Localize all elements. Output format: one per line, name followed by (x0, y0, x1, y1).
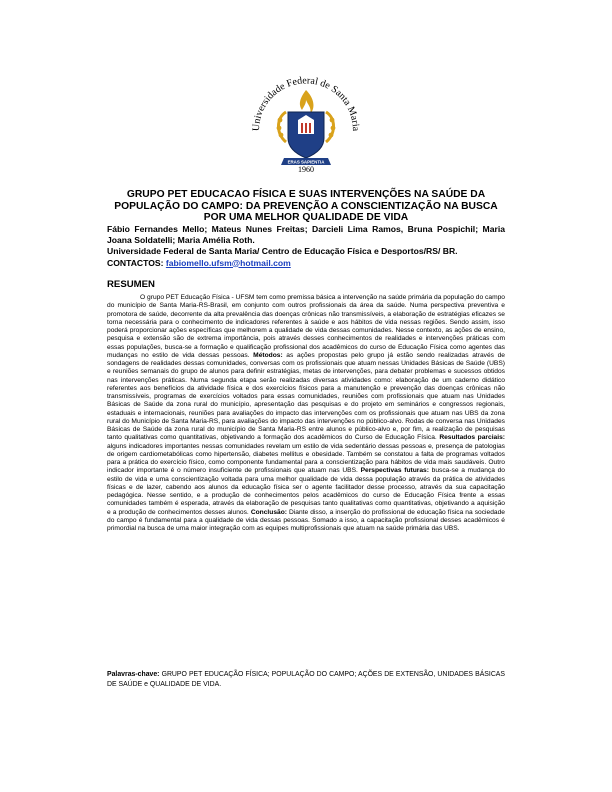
contact-email-link[interactable]: fabiomello.ufsm@hotmail.com (165, 257, 291, 268)
abstract-intro: O grupo PET Educação Física - UFSM tem como premissa básica a intervenção na saúde primária da população do campo do município de Santa Maria-RS-Brasil, em conjunto com outros profissionais da área da saúde. Numa perspectiva preventiva e promotora de saúde, decorrente da alta prevalência das doenças crônicas não transmissíveis, a elaboração de estratégias eficazes se torna necessária para o conhecimento de indicadores referentes à saúde e aos hábitos de vida nessas regiões. Sendo assim, isso poderá proporcionar ações específicas que melhorem a qualidade de vida dessas comunidades. Nesse contexto, as ações de ensino, pesquisa e extensão são de extrema importância, pois através desses conhecimentos de realidades e intervenções práticas com essas populações, busca-se a formação e qualificação profissional dos acadêmicos do curso de Educação Física como agentes das mudanças no estilo de vida dessas pessoas. (107, 294, 505, 359)
keywords-block (107, 670, 505, 690)
keywords-label: Palavras-chave: (107, 671, 160, 678)
contacts-line (107, 258, 505, 269)
contacts-label: CONTACTOS: (107, 257, 166, 268)
seal-ribbon-text: ERAS SAPIENTIA (287, 159, 325, 165)
abstract-body (107, 294, 505, 533)
perspectivas-label: Perspectivas futuras: (360, 467, 429, 475)
perspectivas-text: busca-se a mudança do estilo de vida e uma conscientização voltada para uma melhor qualidade de vida dessa população através da prática de atividades físicas e de lazer, cabendo aos alunos da educação física ser o agente facilitador desse processo, através da sua capacitação pedagógica. Nesse sentido, e a produção de conhecimentos pelos acadêmicos do curso de Educação Física frente a essas comunidades também é esperada, através da elaboração de pesquisas tanto qualitativas como quantitativas, objetivando a aquisição e a produção de conhecimentos desses alunos. (107, 467, 505, 516)
affiliation: Universidade Federal de Santa Maria/ Centro de Educação Física e Desportos/RS/ BR. (107, 246, 458, 257)
keywords-text: GRUPO PET EDUCAÇÃO FÍSICA; POPULAÇÃO DO CAMPO; AÇÕES DE EXTENSÃO, UNIDADES BÁSICAS DE SAÚDE e QUALIDADE DE VIDA. (107, 671, 505, 688)
conclusao-label: Conclusão: (250, 508, 287, 516)
conclusao-text: Diante disso, a inserção do profissional de educação física na sociedade do campo é fundamental para a qualidade de vida dessas pessoas. Somado a isso, a capacitação profissional desses acadêmicos é primordial na busca de uma maior integração com as equipes multiprofissionais que atuam na saúde primária das UBS. (107, 508, 505, 532)
seal-year: 1960 (298, 165, 314, 174)
abstract-paragraph (107, 294, 505, 533)
torch-flame-icon (300, 90, 314, 114)
seal-ring-text: Universidade Federal de Santa Maria (250, 75, 362, 132)
metodos-label: Métodos: (253, 351, 283, 359)
metodos-text: as ações propostas pelo grupo já estão sendo realizadas através de sondagens de realidades dessas comunidades, conversas com os profissionais que atuam nessas Unidades Básicas de Saúde (UBS) e reuniões semanais do grupo de alunos para definir estratégias, metas de intervenções, para debater problemas e sucessos obtidos nas intervenções práticas. Numa segunda etapa serão realizadas diversas atividades como: elaboração de um caderno didático referentes aos benefícios da atividade física e dos exercícios físicos para a manutenção e prevenção das doenças crônicas não transmissíveis, programas de exercícios voltados para essas comunidades, reuniões com profissionais que atuam nas Unidades Básicas de Saúde da zona rural do município, apresentação das pesquisas e do projeto em seminários e congressos regionais, estaduais e internacionais, reuniões para avaliações do impacto das intervenções com os profissionais que atuam nas UBS da zona rural do Município de Santa Maria-RS, para avaliações do impacto das intervenções no público-alvo. Rodas de conversa nas Unidades Básicas de Saúde da zona rural do município de Santa Maria-RS entre alunos e público-alvo e, por fim, a realização de pesquisas tanto qualitativas como quantitativas, objetivando a formação dos acadêmicos do Curso de Educação Física. (107, 351, 506, 442)
resumen-heading: RESUMEN (107, 279, 155, 290)
resultados-label: Resultados parciais: (439, 434, 505, 442)
university-seal-logo (246, 68, 366, 178)
authors-block (107, 224, 505, 269)
paper-title (108, 189, 504, 224)
title-line-2: POPULAÇÃO DO CAMPO: DA PREVENÇÃO A CONSCIENTIZAÇÃO NA BUSCA (114, 200, 498, 212)
title-line-1: GRUPO PET EDUCACAO FÍSICA E SUAS INTERVENÇÕES NA SAÚDE DA (126, 189, 486, 200)
resultados-text: alguns indicadores importantes nessas comunidades revelam um estilo de vida sedentário dessas pessoas e, presença de patologias de origem cardiometabólicas como hipertensão, diabetes mellitus e obesidade. Também se constatou a falta de programas voltados para a prática do exercício físico, como componente fundamental para a conscientização para hábitos de vida mais saudáveis. Outro indicador importante é o número insuficiente de profissionais que atuam nas UBS. (107, 442, 505, 475)
title-line-3: POR UMA MELHOR QUALIDADE DE VIDA (203, 212, 409, 224)
author-names: Fábio Fernandes Mello; Mateus Nunes Freitas; Darcieli Lima Ramos, Bruna Pospichil; Maria Joana Soldatelli; Maria Amélia Roth. (107, 224, 505, 246)
